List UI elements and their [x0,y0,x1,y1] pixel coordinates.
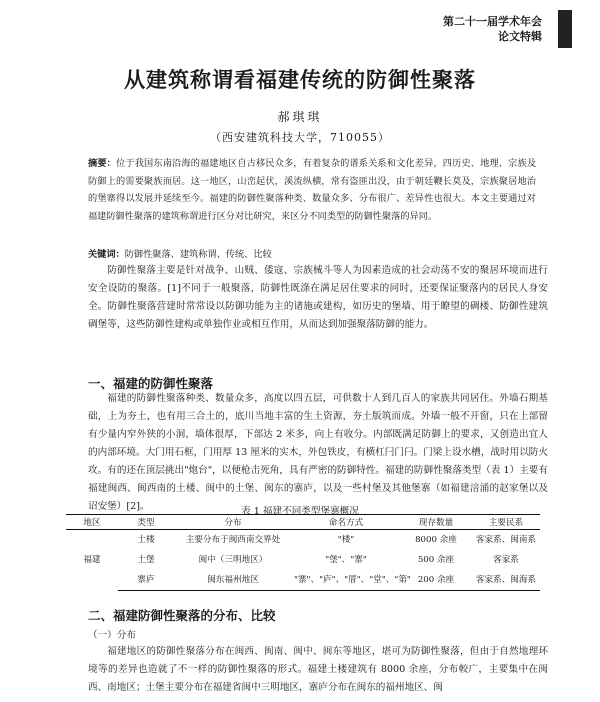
section-label: 论文特辑 [498,30,542,43]
abstract-text: 位于我国东南沿海的福建地区自古移民众多，有着复杂的谱系关系和文化差异，四历史、地理、宗族及防御上的需要聚族而居。这一地区，山峦起伏，溪流纵横，常有盗匪出没，由于朝廷鞭长莫及，宗族聚居地治的堡寨得以发展并延续至今。福建的防御性聚落种类、数量众多、分布很广、差异性也很大。本文主要通过对福建防御性聚落的建筑称谓进行区分对比研究，来区分不同类型的防御性聚落的异同。 [88,158,537,222]
col-header: 分布 [174,515,292,530]
keywords-text: 防御性聚落、建筑称谓、传统、比较 [124,249,272,260]
table-row [66,570,540,591]
type-cell: 土堡 [137,555,155,565]
region-cell: 福建 [83,555,101,566]
table-header-row [66,515,540,530]
section1-paragraph: 福建的防御性聚落种类、数量众多，高度以四五层，可供数十人到几百人的家族共同居住。外墙石期基础，上为夯土，也有用三合土的，底川当地丰富的生土资源，夯土版筑而成。外墙一般不开窗，只在上部留有少量内窄外狭的小洞，墙体很厚，下部达 2 米多，向上有收分。内部既满足防御上的要求，又创造出宜人的内部环境。大门用石框，门用厚 13 厘米的实木，外包铁皮，有横杠闩门闩。门梁上设水槽，战时用以防火攻。有的还在顶层挑出"炮台"，以便枪击死角，具有严密的防御特性。福建的防御性聚落类型（表 1）主要有福建闽西、闽西南的土楼、闽中的土堡、闽东的寨庐，以及一些村堡及其他堡寨（如福建涪涌的赵家堡以及诏安堡）[2]。 [88,393,548,512]
section2-subheading: （一）分布 [88,630,136,641]
count-cell: 200 余座 [400,570,472,591]
col-header: 类型 [118,515,174,530]
type-cell: 土楼 [137,535,155,545]
count-cell: 8000 余座 [415,535,457,545]
section2-heading: 二、福建防御性聚落的分布、比较 [88,608,276,623]
col-header: 现存数量 [400,515,472,530]
conference-title: 第二十一届学术年会 [443,15,542,28]
intro-paragraph: 防御性聚落主要是针对战争、山贼、倭寇、宗族械斗等人为因素造成的社会动荡不安的聚居环境而进行安全设防的聚落。[1]不同于一般聚落，防御性既涤在满足居住要求的同时，还要保证聚落内的居民人身安全。防御性聚落营建时常常设以防御功能为主的诸施或建构，如历史的堡墙、用于瞭望的碉楼、防御性建筑碉堡等，这些防御性建构或单独作业或相互作用，从而达到加强聚落防御的能力。 [88,265,548,330]
header-bar [558,10,572,48]
people-cell: 客家系 [493,555,519,565]
dist-cell: 主要分布于闽西南交界处 [185,535,281,545]
naming-cell: "楼" [337,535,355,545]
dist-cell: 闽中（三明地区） [198,555,268,565]
col-header: 地区 [66,515,118,530]
running-header [443,14,542,44]
fortress-table [66,514,540,591]
affiliation: （西安建筑科技大学，710055） [210,131,390,144]
table-row [66,530,540,551]
section1-heading: 一、福建的防御性聚落 [88,376,214,391]
section2-paragraph: 福建地区的防御性聚落分布在闽西、闽南、闽中、闽东等地区，堪可为防御性聚落，但由于自然地理环境等的差异也造就了不一样的防御性聚落的形式。福建土楼建筑有 8000 余座，分布較广，主要集中在闽西、南地区；土堡主要分布在福建省闽中三明地区，寨庐分布在闽东的福州地区、闽 [88,646,548,693]
abstract [88,155,536,225]
naming-cell: "堡"、"寨" [325,555,367,565]
col-header: 命名方式 [292,515,400,530]
people-cell: 客家系、闽南系 [475,535,537,545]
table-caption: 表 1 福建不同类型堡寨概况 [241,506,359,517]
abstract-label: 摘要： [88,158,117,169]
col-header: 主要民系 [472,515,540,530]
naming-cell: "寨"、"庐"、"厝"、"堂"、"第" [292,570,400,591]
dist-cell: 闽东福州地区 [174,570,292,591]
table-row [66,550,540,570]
type-cell: 寨庐 [118,570,174,591]
keywords [88,246,272,260]
people-cell: 客家系、闽海系 [472,570,540,591]
author: 郝琪琪 [277,110,323,124]
paper-title: 从建筑称谓看福建传统的防御性聚落 [124,68,476,92]
count-cell: 500 余座 [417,555,455,565]
keywords-label: 关键词： [88,249,125,260]
